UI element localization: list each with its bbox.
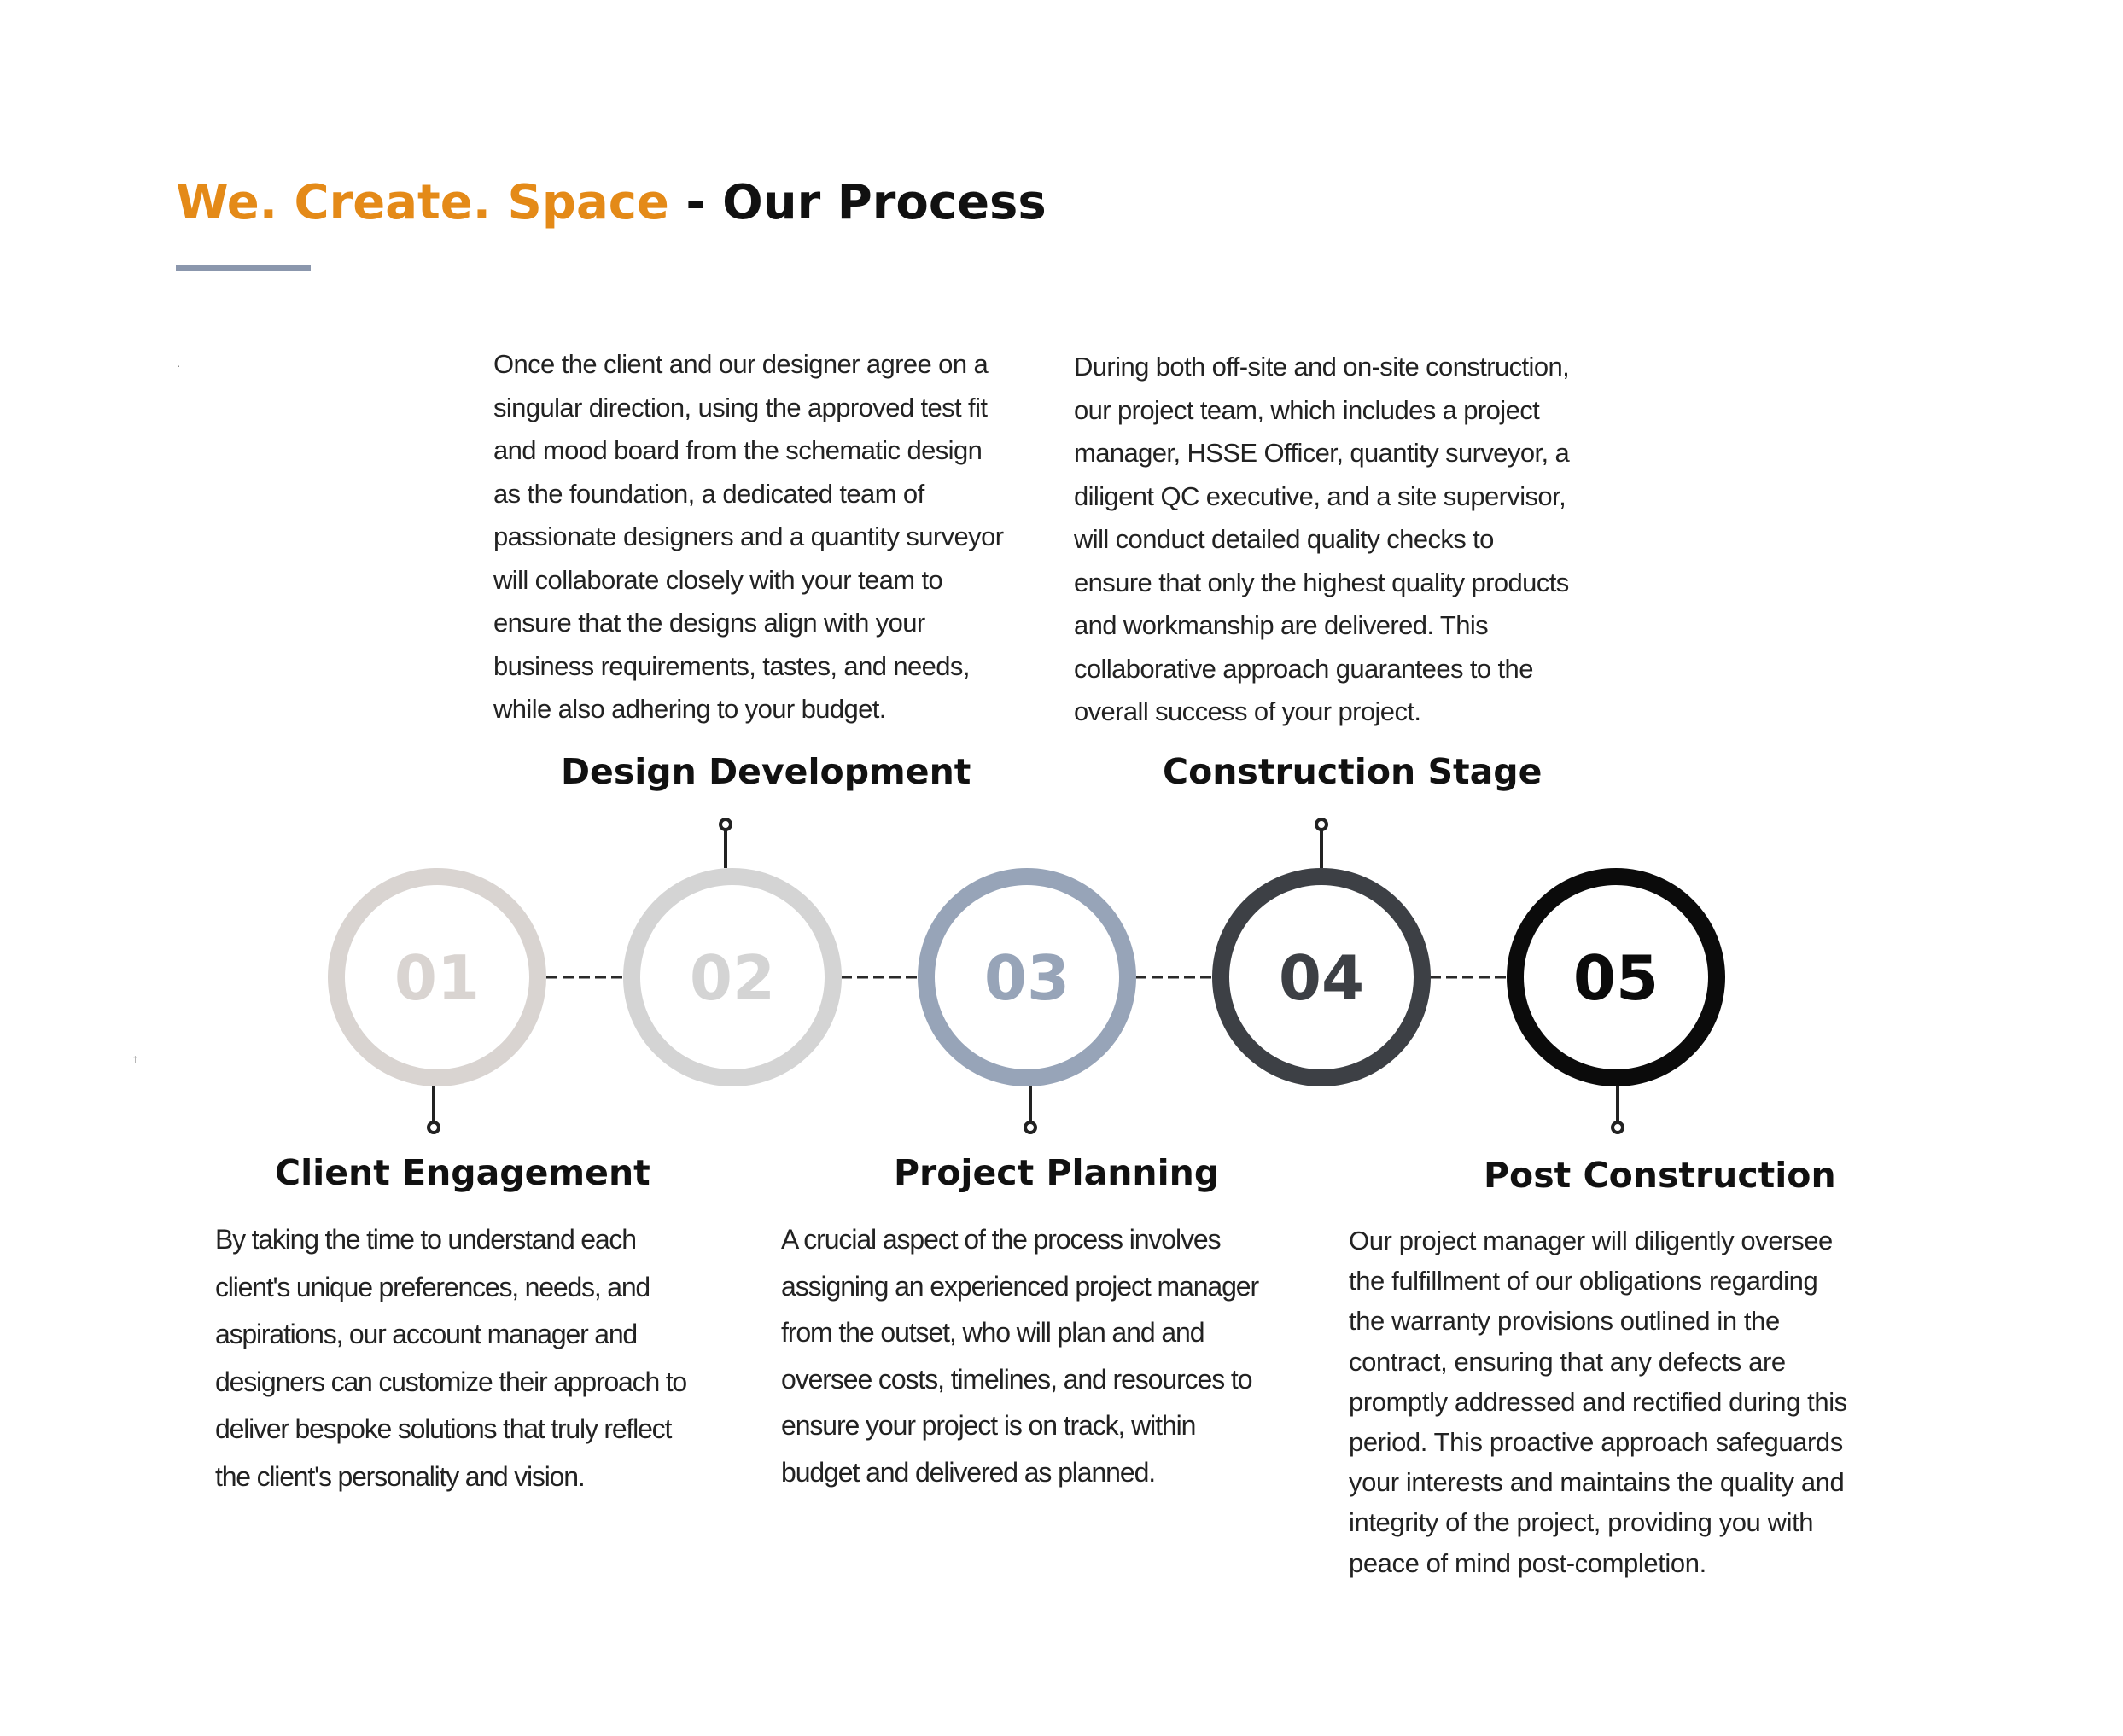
pin-head-02: [720, 819, 731, 830]
step-number-05: 05: [1572, 942, 1659, 1014]
step-number-04: 04: [1278, 942, 1365, 1014]
step-number-02: 02: [689, 942, 776, 1014]
pin-head-05: [1613, 1122, 1623, 1133]
stray-dot: ·: [177, 358, 181, 372]
title-rest: - Our Process: [668, 175, 1047, 230]
step-number-01: 01: [394, 942, 481, 1014]
step-description-03: A crucial aspect of the process involves assigning an experienced project manager from the outset, who will plan and and oversee costs, timelines, and resources to ensure your project is on track, within budget and delivered as planned.: [781, 1224, 1259, 1488]
step-title-03: Project Planning: [894, 1152, 1220, 1193]
step-title-01: Client Engagement: [275, 1152, 650, 1193]
step-title-05: Post Construction: [1484, 1155, 1836, 1196]
step-description-04: During both off-site and on-site construction, our project team, which includes a project manager, HSSE Officer, quantity surveyor, a diligent QC executive, and a site supervisor, will conduct detailed quality checks to ensure that only the highest quality products and workmanship are delivered. This collaborative approach guarantees to the overall success of your project.: [1074, 352, 1570, 726]
step-title-02: Design Development: [561, 751, 971, 792]
step-description-02: Once the client and our designer agree on a singular direction, using the approved test fit and mood board from the schematic design as the foundation, a dedicated team of passionate designers and a quantity surveyor will collaborate closely with your team to ensure that the designs align with your business requirements, tastes, and needs, while also adhering to your budget.: [493, 349, 1004, 724]
step-description-01: By taking the time to understand each client's unique preferences, needs, and aspirations, our account manager and designers can customize their approach to deliver bespoke solutions that truly reflect the client's personality and vision.: [215, 1224, 687, 1492]
pin-head-01: [429, 1122, 439, 1133]
pin-head-04: [1316, 819, 1327, 830]
step-number-03: 03: [983, 942, 1070, 1014]
title-accent: We. Create. Space: [176, 175, 669, 230]
pin-head-03: [1025, 1122, 1035, 1133]
stray-tick: ↑: [132, 1052, 138, 1065]
step-description-05: Our project manager will diligently oversee the fulfillment of our obligations regarding the warranty provisions outlined in the contract, ensuring that any defects are promptly addressed and rectified during this period. This proactive approach safeguards your interests and maintains the quality and integrity of the project, providing you with peace of mind post-completion.: [1349, 1226, 1847, 1578]
step-title-04: Construction Stage: [1163, 751, 1543, 792]
